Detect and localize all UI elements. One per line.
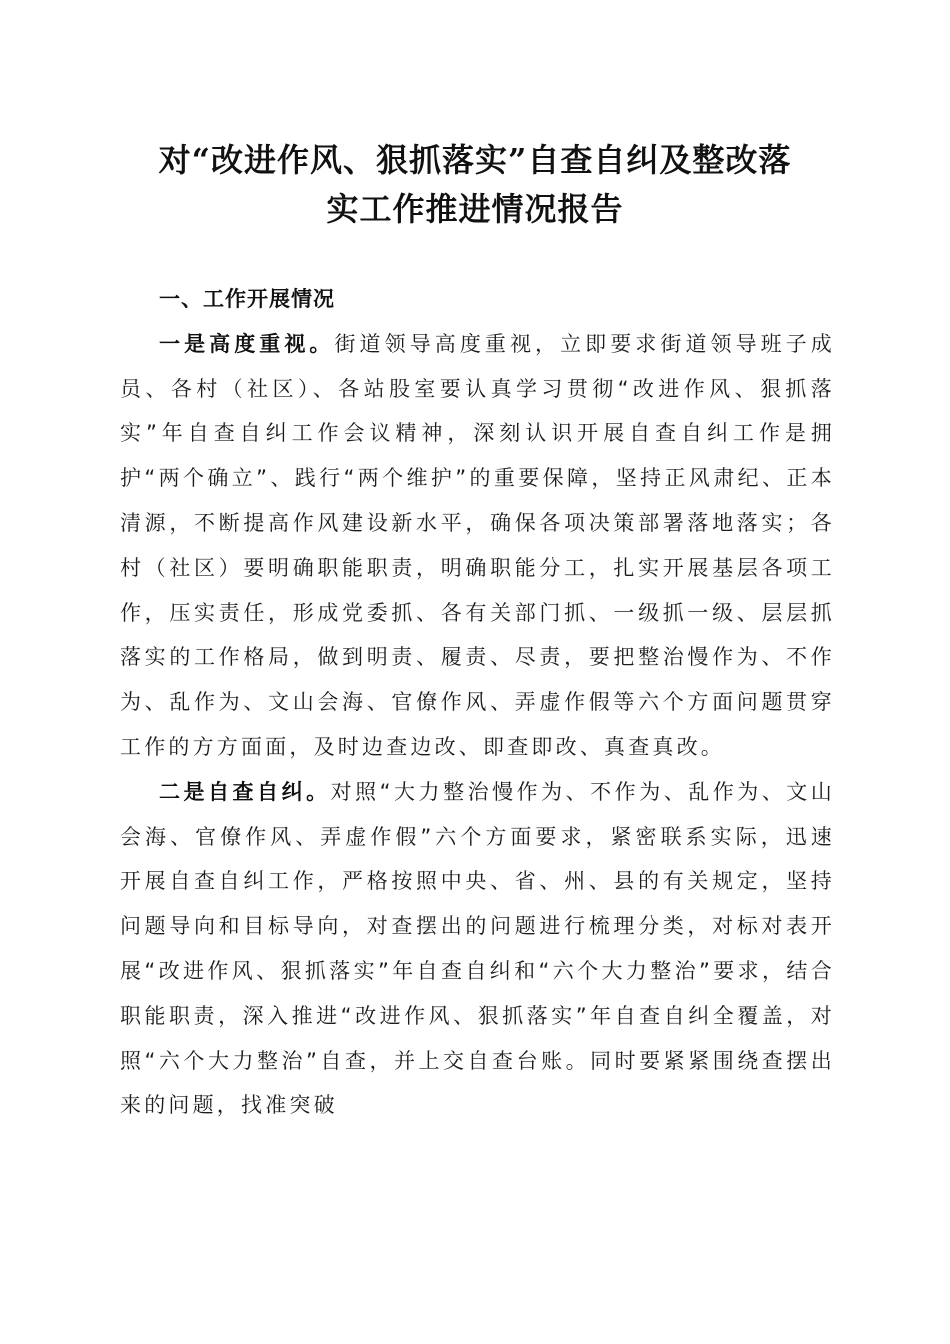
document-body bbox=[120, 277, 835, 1128]
paragraph-text: 对照“大力整治慢作为、不作为、乱作为、文山会海、官僚作风、弄虚作假”六个方面要求，紧密联系实际，迅速开展自查自纠工作，严格按照中央、省、州、县的有关规定，坚持问题导向和目标导向，对查摆出的问题进行梳理分类，对标对表开展“改进作风、狠抓落实”年自查自纠和“六个大力整治”要求，结合职能职责，深入推进“改进作风、狠抓落实”年自查自纠全覆盖，对照“六个大力整治”自查，并上交自查台账。同时要紧紧围绕查摆出来的问题，找准突破 bbox=[120, 779, 835, 1118]
title-line-2: 实工作推进情况报告 bbox=[326, 190, 624, 228]
title-line-1: 对“改进作风、狠抓落实”自查自纠及整改落 bbox=[158, 141, 792, 179]
paragraph-high-attention bbox=[120, 322, 835, 770]
paragraph-text: 街道领导高度重视，立即要求街道领导班子成员、各村（社区）、各站股室要认真学习贯彻“改进作风、狠抓落实”年自查自纠工作会议精神，深刻认识开展自查自纠工作是拥护“两个确立”、践行“两个维护”的重要保障，坚持正风肃纪、正本清源，不断提高作风建设新水平，确保各项决策部署落地落实；各村（社区）要明确职能职责，明确职能分工，扎实开展基层各项工作，压实责任，形成党委抓、各有关部门抓、一级抓一级、层层抓落实的工作格局，做到明责、履责、尽责，要把整治慢作为、不作为、乱作为、文山会海、官僚作风、弄虚作假等六个方面问题贯穿工作的方方面面，及时边查边改、即查即改、真查真改。 bbox=[120, 331, 835, 759]
section-heading: 一、工作开展情况 bbox=[159, 287, 335, 311]
document-title bbox=[100, 136, 850, 234]
paragraph-lead: 一是高度重视。 bbox=[159, 331, 335, 356]
paragraph-self-inspection bbox=[120, 770, 835, 1128]
paragraph-lead: 二是自查自纠。 bbox=[159, 779, 331, 804]
